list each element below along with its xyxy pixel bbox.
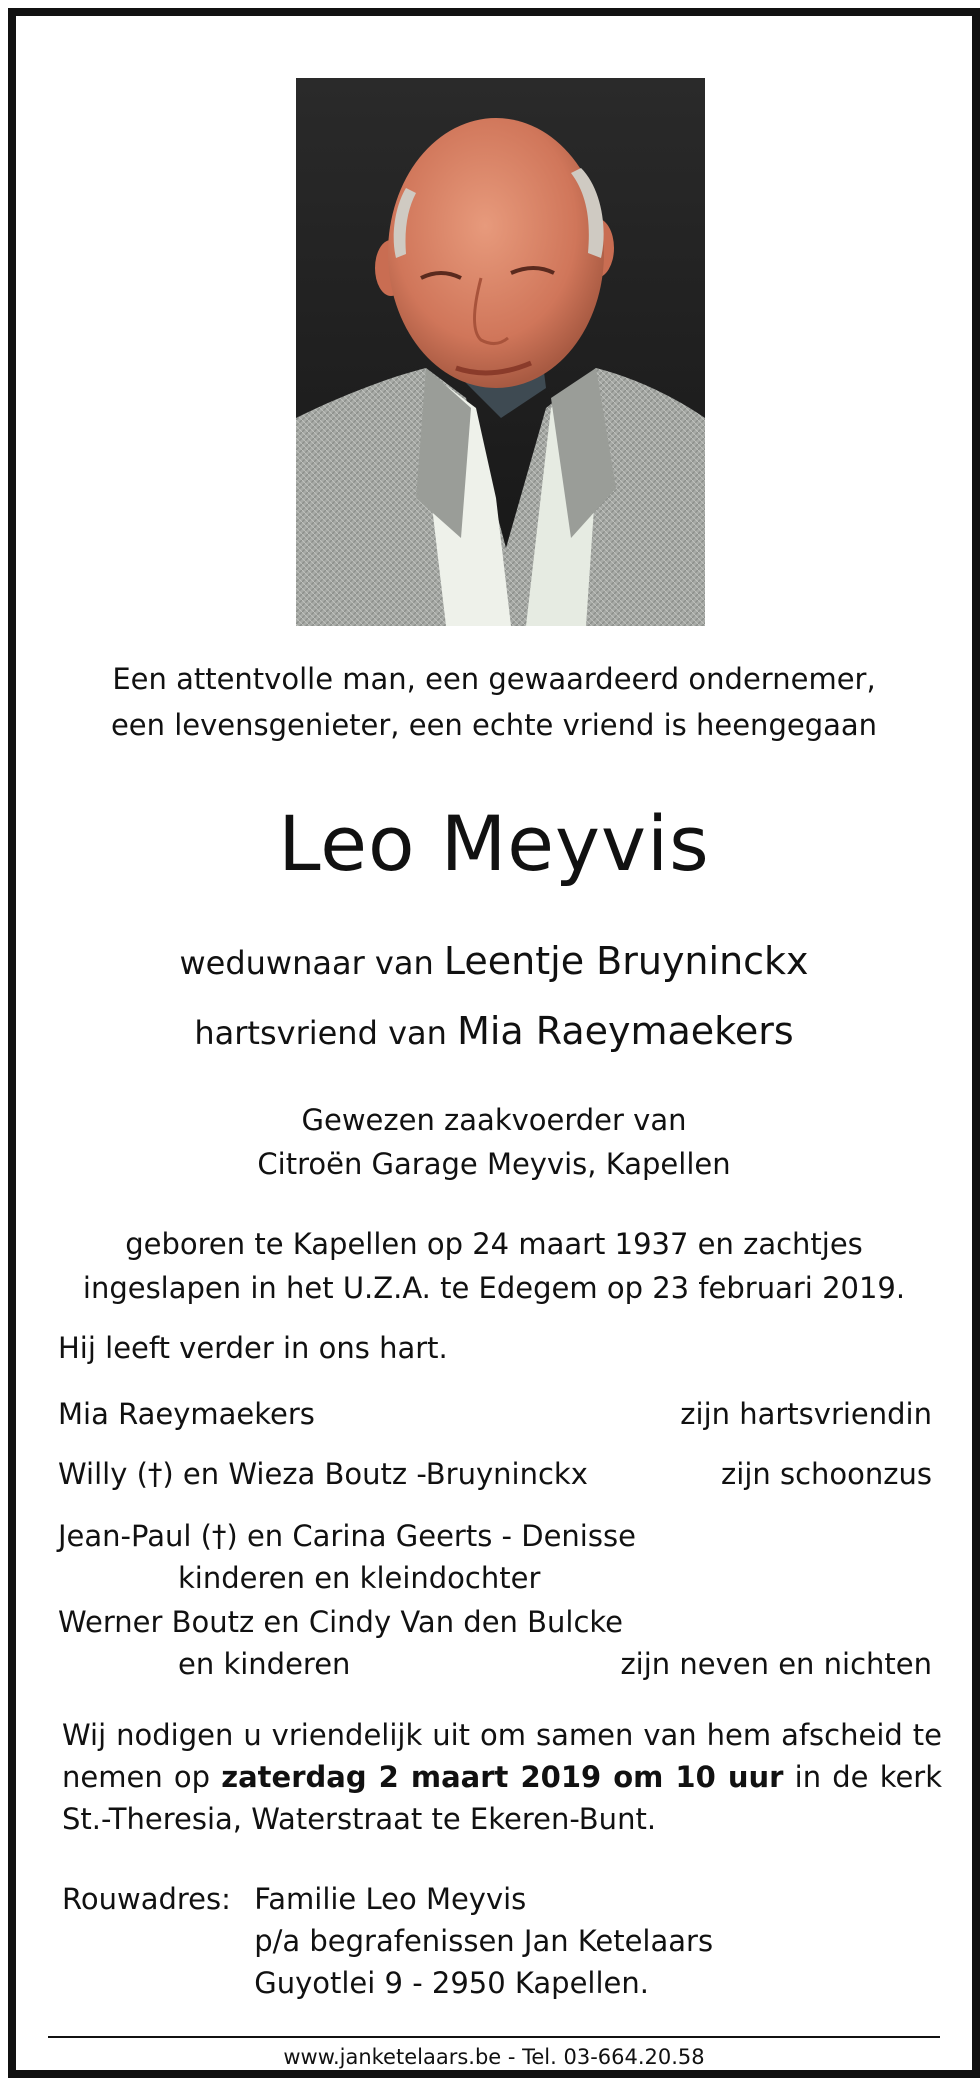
career: [16, 1098, 972, 1186]
tagline: [16, 656, 972, 748]
mourner-role: zijn hartsvriendin: [680, 1397, 932, 1431]
mourner-detail: kinderen en kleindochter: [178, 1561, 541, 1595]
lives-on-text: Hij leeft verder in ons hart.: [58, 1331, 448, 1365]
deceased-name: Leo Meyvis: [278, 799, 710, 888]
address-line: p/a begrafenissen Jan Ketelaars: [254, 1924, 714, 1958]
footer-contact: www.janketelaars.be - Tel. 03-664.20.58: [283, 2045, 705, 2069]
mourner-name: Jean-Paul (†) en Carina Geerts - Denisse: [58, 1519, 636, 1553]
mourning-address: [62, 1878, 713, 2004]
relation-heart-friend: [16, 1006, 972, 1058]
mourner-detail: en kinderen: [178, 1647, 351, 1681]
mourner-role: zijn schoonzus: [721, 1457, 932, 1491]
mourner-name: Werner Boutz en Cindy Van den Bulcke: [58, 1605, 624, 1639]
invitation-text: Wij nodigen u vriendelijk uit om samen van hem afscheid te nemen op: [62, 1718, 942, 1794]
career-line: Gewezen zaakvoerder van: [301, 1103, 687, 1137]
portrait-photo: [296, 78, 705, 626]
address-line: Familie Leo Meyvis: [254, 1882, 527, 1916]
funeral-date: zaterdag 2 maart 2019 om 10 uur: [221, 1760, 784, 1794]
tagline-line: een levensgenieter, een echte vriend is heengegaan: [110, 708, 878, 742]
mourner-role: zijn neven en nichten: [620, 1647, 932, 1681]
relation-person: Leentje Bruyninckx: [443, 939, 809, 983]
mourner-name: Willy (†) en Wieza Boutz -Bruyninckx: [58, 1457, 588, 1491]
birth-line: geboren te Kapellen op 24 maart 1937 en zachtjes: [125, 1227, 863, 1261]
obituary-card: [8, 8, 980, 2078]
portrait-illustration: [296, 78, 705, 626]
birth-death-info: [16, 1222, 972, 1310]
tagline-line: Een attentvolle man, een gewaardeerd ondernemer,: [112, 662, 876, 696]
funeral-invitation: [62, 1714, 942, 1840]
career-line: Citroën Garage Meyvis, Kapellen: [257, 1147, 731, 1181]
death-line: ingeslapen in het U.Z.A. te Edegem op 23 februari 2019.: [82, 1271, 906, 1305]
mourner-name: Mia Raeymaekers: [58, 1397, 315, 1431]
footer-divider: [48, 2036, 940, 2038]
invitation-location: in de kerk St.-Theresia, Waterstraat te Ekeren-Bunt.: [62, 1760, 943, 1836]
relation-widower: [16, 936, 972, 988]
relation-person: Mia Raeymaekers: [457, 1009, 794, 1053]
mourning-address-label: Rouwadres:: [62, 1882, 231, 1916]
address-line: Guyotlei 9 - 2950 Kapellen.: [254, 1966, 649, 2000]
relation-prefix: weduwnaar van: [179, 944, 434, 982]
relation-prefix: hartsvriend van: [194, 1014, 447, 1052]
